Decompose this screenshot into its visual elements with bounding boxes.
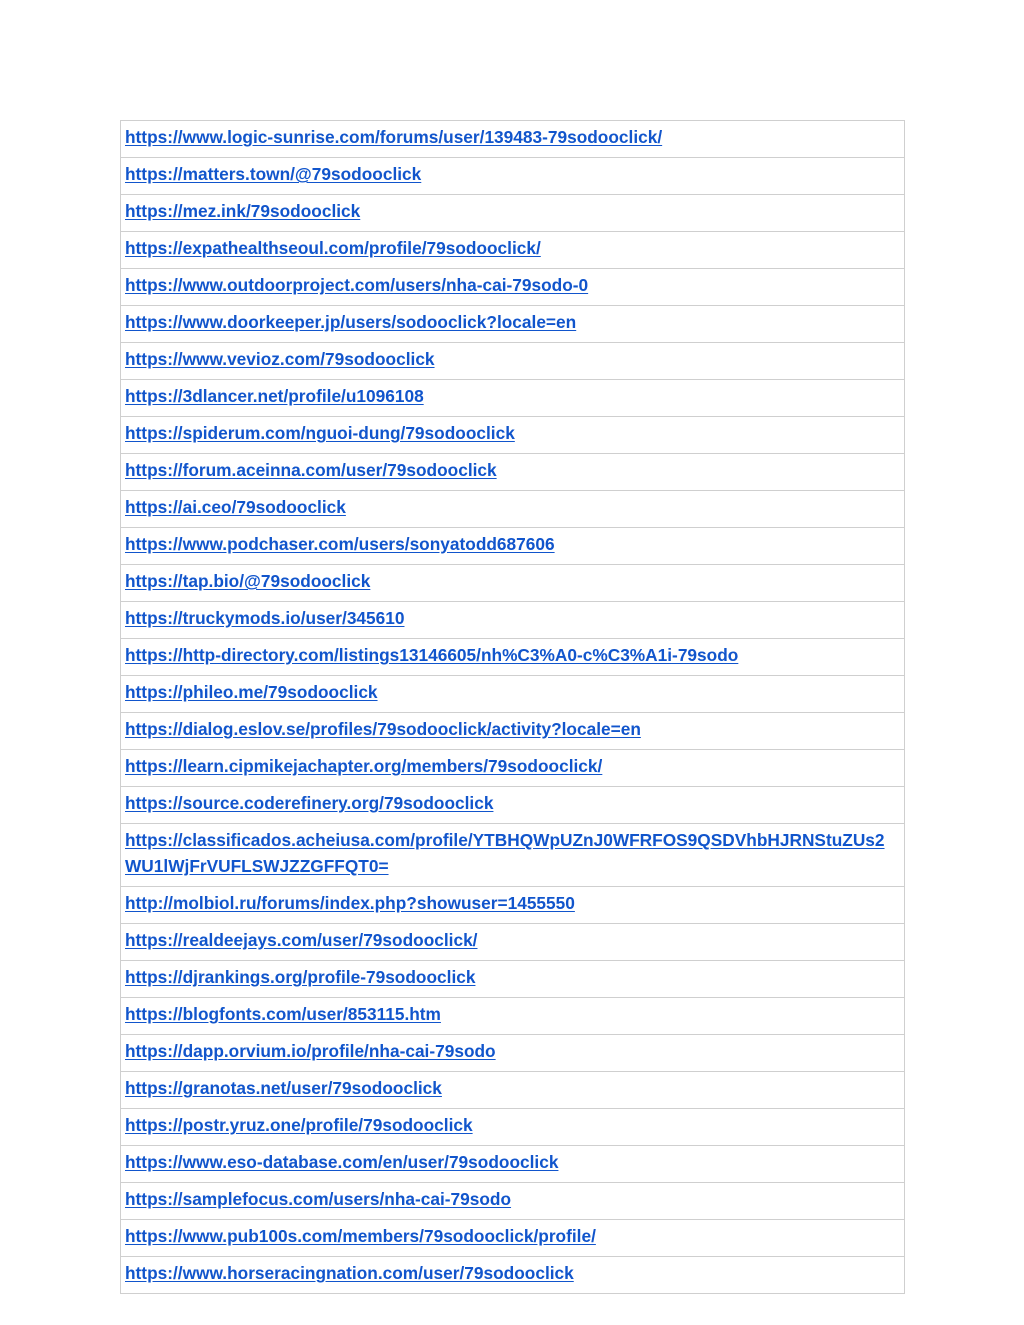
profile-link[interactable]: https://ai.ceo/79sodooclick — [125, 497, 346, 517]
profile-link[interactable]: https://dialog.eslov.se/profiles/79sodooclick/activity?locale=en — [125, 719, 641, 739]
table-row — [121, 787, 905, 824]
table-cell — [121, 1109, 905, 1146]
table-cell — [121, 1072, 905, 1109]
table-row — [121, 887, 905, 924]
table-row — [121, 713, 905, 750]
table-row — [121, 750, 905, 787]
table-cell — [121, 1220, 905, 1257]
table-cell — [121, 306, 905, 343]
table-row — [121, 639, 905, 676]
table-cell — [121, 887, 905, 924]
table-row — [121, 602, 905, 639]
profile-link[interactable]: https://mez.ink/79sodooclick — [125, 201, 361, 221]
table-row — [121, 1183, 905, 1220]
table-cell — [121, 158, 905, 195]
table-cell — [121, 121, 905, 158]
table-cell — [121, 824, 905, 887]
table-row — [121, 676, 905, 713]
profile-link[interactable]: https://learn.cipmikejachapter.org/members/79sodooclick/ — [125, 756, 603, 776]
profile-link[interactable]: https://granotas.net/user/79sodooclick — [125, 1078, 442, 1098]
table-cell — [121, 713, 905, 750]
table-cell — [121, 417, 905, 454]
table-cell — [121, 232, 905, 269]
table-cell — [121, 1183, 905, 1220]
table-cell — [121, 454, 905, 491]
table-row — [121, 232, 905, 269]
profile-link[interactable]: https://forum.aceinna.com/user/79sodooclick — [125, 460, 497, 480]
table-row — [121, 491, 905, 528]
table-row — [121, 1146, 905, 1183]
table-cell — [121, 676, 905, 713]
table-cell — [121, 565, 905, 602]
table-row — [121, 269, 905, 306]
profile-link[interactable]: https://www.vevioz.com/79sodooclick — [125, 349, 435, 369]
table-row — [121, 565, 905, 602]
profile-link[interactable]: https://blogfonts.com/user/853115.htm — [125, 1004, 441, 1024]
table-row — [121, 924, 905, 961]
links-table-body — [121, 121, 905, 1294]
profile-link[interactable]: https://www.outdoorproject.com/users/nha-cai-79sodo-0 — [125, 275, 589, 295]
profile-link[interactable]: https://source.coderefinery.org/79sodooclick — [125, 793, 494, 813]
table-cell — [121, 343, 905, 380]
profile-link[interactable]: https://postr.yruz.one/profile/79sodooclick — [125, 1115, 473, 1135]
table-row — [121, 528, 905, 565]
profile-link[interactable]: https://expathealthseoul.com/profile/79sodooclick/ — [125, 238, 541, 258]
profile-link[interactable]: https://dapp.orvium.io/profile/nha-cai-79sodo — [125, 1041, 496, 1061]
profile-link[interactable]: https://www.horseracingnation.com/user/79sodooclick — [125, 1263, 574, 1283]
table-row — [121, 824, 905, 887]
profile-link[interactable]: https://phileo.me/79sodooclick — [125, 682, 378, 702]
profile-link[interactable]: https://truckymods.io/user/345610 — [125, 608, 405, 628]
profile-link[interactable]: https://samplefocus.com/users/nha-cai-79sodo — [125, 1189, 512, 1209]
table-row — [121, 1035, 905, 1072]
profile-link[interactable]: https://realdeejays.com/user/79sodooclick/ — [125, 930, 478, 950]
table-cell — [121, 491, 905, 528]
table-row — [121, 1109, 905, 1146]
profile-link[interactable]: https://spiderum.com/nguoi-dung/79sodooclick — [125, 423, 515, 443]
table-row — [121, 343, 905, 380]
profile-link[interactable]: https://tap.bio/@79sodooclick — [125, 571, 371, 591]
table-row — [121, 961, 905, 998]
table-cell — [121, 924, 905, 961]
table-cell — [121, 602, 905, 639]
table-cell — [121, 528, 905, 565]
table-cell — [121, 1146, 905, 1183]
table-cell — [121, 269, 905, 306]
table-row — [121, 454, 905, 491]
table-row — [121, 417, 905, 454]
table-row — [121, 195, 905, 232]
table-row — [121, 1220, 905, 1257]
profile-link[interactable]: https://http-directory.com/listings13146605/nh%C3%A0-c%C3%A1i-79sodo — [125, 645, 739, 665]
table-cell — [121, 998, 905, 1035]
table-cell — [121, 750, 905, 787]
table-row — [121, 380, 905, 417]
profile-link[interactable]: https://www.pub100s.com/members/79sodooclick/profile/ — [125, 1226, 596, 1246]
links-table — [120, 120, 905, 1294]
table-row — [121, 121, 905, 158]
profile-link[interactable]: https://www.logic-sunrise.com/forums/user/139483-79sodooclick/ — [125, 127, 663, 147]
profile-link[interactable]: https://matters.town/@79sodooclick — [125, 164, 422, 184]
table-cell — [121, 195, 905, 232]
table-cell — [121, 787, 905, 824]
table-cell — [121, 1035, 905, 1072]
table-row — [121, 998, 905, 1035]
table-row — [121, 306, 905, 343]
profile-link[interactable]: https://djrankings.org/profile-79sodooclick — [125, 967, 476, 987]
table-cell — [121, 380, 905, 417]
table-cell — [121, 1257, 905, 1294]
table-cell — [121, 961, 905, 998]
table-row — [121, 1072, 905, 1109]
profile-link[interactable]: https://classificados.acheiusa.com/profile/YTBHQWpUZnJ0WFRFOS9QSDVhbHJRNStuZUs2WU1lWjFrVUFLSWJZZGFFQT0= — [125, 830, 885, 876]
table-cell — [121, 639, 905, 676]
profile-link[interactable]: https://www.eso-database.com/en/user/79sodooclick — [125, 1152, 559, 1172]
profile-link[interactable]: http://molbiol.ru/forums/index.php?showuser=1455550 — [125, 893, 575, 913]
table-row — [121, 1257, 905, 1294]
profile-link[interactable]: https://www.doorkeeper.jp/users/sodooclick?locale=en — [125, 312, 577, 332]
profile-link[interactable]: https://www.podchaser.com/users/sonyatodd687606 — [125, 534, 555, 554]
profile-link[interactable]: https://3dlancer.net/profile/u1096108 — [125, 386, 424, 406]
table-row — [121, 158, 905, 195]
